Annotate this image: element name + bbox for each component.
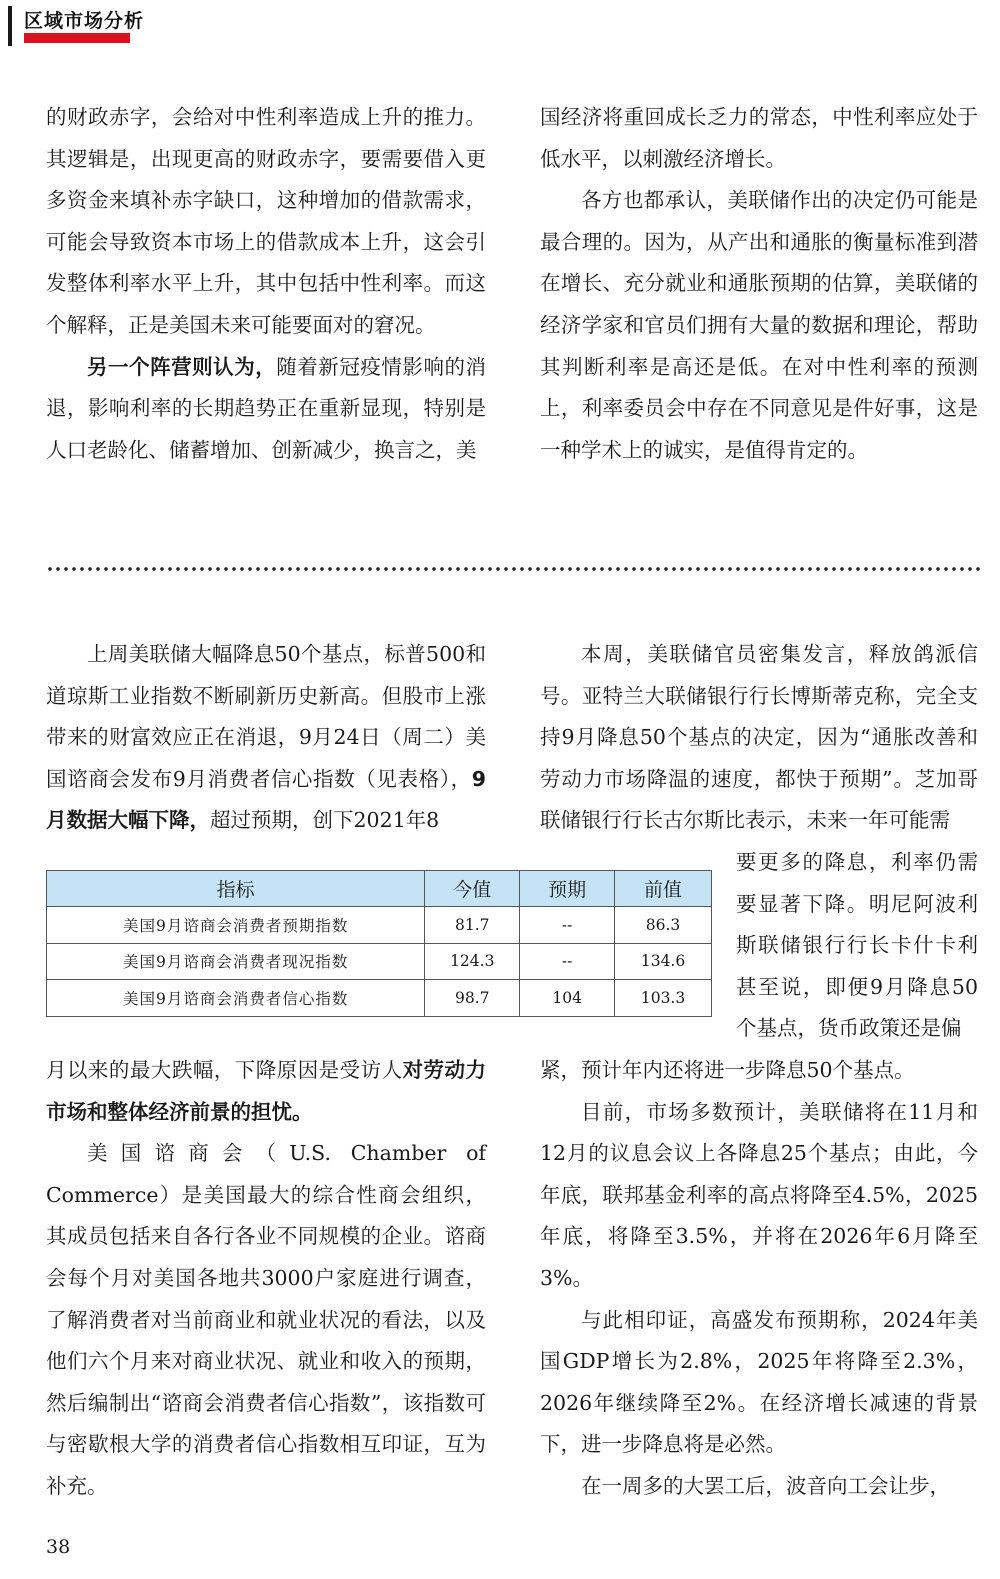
bottom-left-column-lower [46,1050,486,1508]
consumer-confidence-table [46,870,712,1017]
paragraph: 紧，预计年内还将进一步降息50个基点。 [540,1058,915,1082]
section-title: 区域市场分析 [24,10,145,32]
table-row [47,943,712,980]
dotted-divider [46,566,984,572]
table-header-current: 今值 [425,871,520,907]
paragraph: 上周美联储大幅降息50个基点，标普500和道琼斯工业指数不断刷新历史新高。但股市上涨带来的财富效应正在消退，9月24日（周二）美国谘商会发布9月消费者信心指数（见表格），9月数据大幅下降，超过预期，创下2021年8 [46,642,486,833]
table-header-previous: 前值 [615,871,712,907]
top-right-column [540,97,978,471]
paragraph: 目前，市场多数预计，美联储将在11月和12月的议息会议上各降息25个基点；由此，今年底，联邦基金利率的高点将降至4.5%，2025年底，将降至3.5%，并将在2026年6月降至3%。 [540,1099,978,1290]
table-cell: 134.6 [615,943,712,980]
table-cell: 美国9月谘商会消费者现况指数 [47,943,425,980]
table-cell: 124.3 [425,943,520,980]
paragraph: 的财政赤字，会给对中性利率造成上升的推力。其逻辑是，出现更高的财政赤字，要需要借入更多资金来填补赤字缺口，这种增加的借款需求，可能会导致资本市场上的借款成本上升，这会引发整体利率水平上升，其中包括中性利率。而这个解释，正是美国未来可能要面对的窘况。 [46,105,486,337]
page-number: 38 [46,1536,71,1558]
table-cell: 美国9月谘商会消费者预期指数 [47,907,425,944]
paragraph: 国经济将重回成长乏力的常态，中性利率应处于低水平，以刺激经济增长。 [540,105,978,171]
table-cell: 81.7 [425,907,520,944]
bottom-left-column-upper [46,634,486,842]
bottom-right-column-lower [540,1050,978,1508]
paragraph: 另一个阵营则认为，随着新冠疫情影响的消退，影响利率的长期趋势正在重新显现，特别是人口老龄化、储蓄增加、创新减少，换言之，美 [46,354,486,462]
table-cell: -- [520,907,615,944]
table-row [47,907,712,944]
paragraph: 与此相印证，高盛发布预期称，2024年美国GDP增长为2.8%，2025年将降至2.3%，2026年继续降至2%。在经济增长减速的背景下，进一步降息将是必然。 [540,1307,978,1457]
table-row [47,980,712,1017]
paragraph: 各方也都承认，美联储作出的决定仍可能是最合理的。因为，从产出和通胀的衡量标准到潜在增长、充分就业和通胀预期的估算，美联储的经济学家和官员们拥有大量的数据和理论，帮助其判断利率是高还是低。在对中性利率的预测上，利率委员会中存在不同意见是件好事，这是一种学术上的诚实，是值得肯定的。 [540,188,978,462]
table-cell: 104 [520,980,615,1017]
paragraph: 要更多的降息，利率仍需要显著下降。明尼阿波利斯联储银行行长卡什卡利甚至说，即便9月降息50个基点，货币政策还是偏 [736,850,978,1041]
table-cell: 美国9月谘商会消费者信心指数 [47,980,425,1017]
paragraph: 美国谘商会（U.S. Chamber of Commerce）是美国最大的综合性商会组织，其成员包括来自各行各业不同规模的企业。谘商会每个月对美国各地共3000户家庭进行调查，了解消费者对当前商业和就业状况的看法，以及他们六个月来对商业状况、就业和收入的预期，然后编制出“谘商会消费者信心指数”，该指数可与密歇根大学的消费者信心指数相互印证，互为补充。 [46,1141,486,1498]
table-header-indicator: 指标 [47,871,425,907]
table-header-forecast: 预期 [520,871,615,907]
top-left-column [46,97,486,471]
bottom-right-column-narrow [736,842,978,1050]
table-header-row [47,871,712,907]
paragraph: 在一周多的大罢工后，波音向工会让步， [581,1473,950,1498]
paragraph: 月以来的最大跌幅，下降原因是受访人对劳动力市场和整体经济前景的担忧。 [46,1058,487,1124]
bottom-right-column-upper [540,634,978,842]
table-cell: 86.3 [615,907,712,944]
paragraph: 本周，美联储官员密集发言，释放鸽派信号。亚特兰大联储银行行长博斯蒂克称，完全支持9月降息50个基点的决定，因为“通胀改善和劳动力市场降温的速度，都快于预期”。芝加哥联储银行行长古尔斯比表示，未来一年可能需 [540,642,978,833]
table-cell: 103.3 [615,980,712,1017]
header-accent-bar [8,6,12,46]
table-cell: 98.7 [425,980,520,1017]
table-cell: -- [520,943,615,980]
header-red-underline [24,33,130,43]
